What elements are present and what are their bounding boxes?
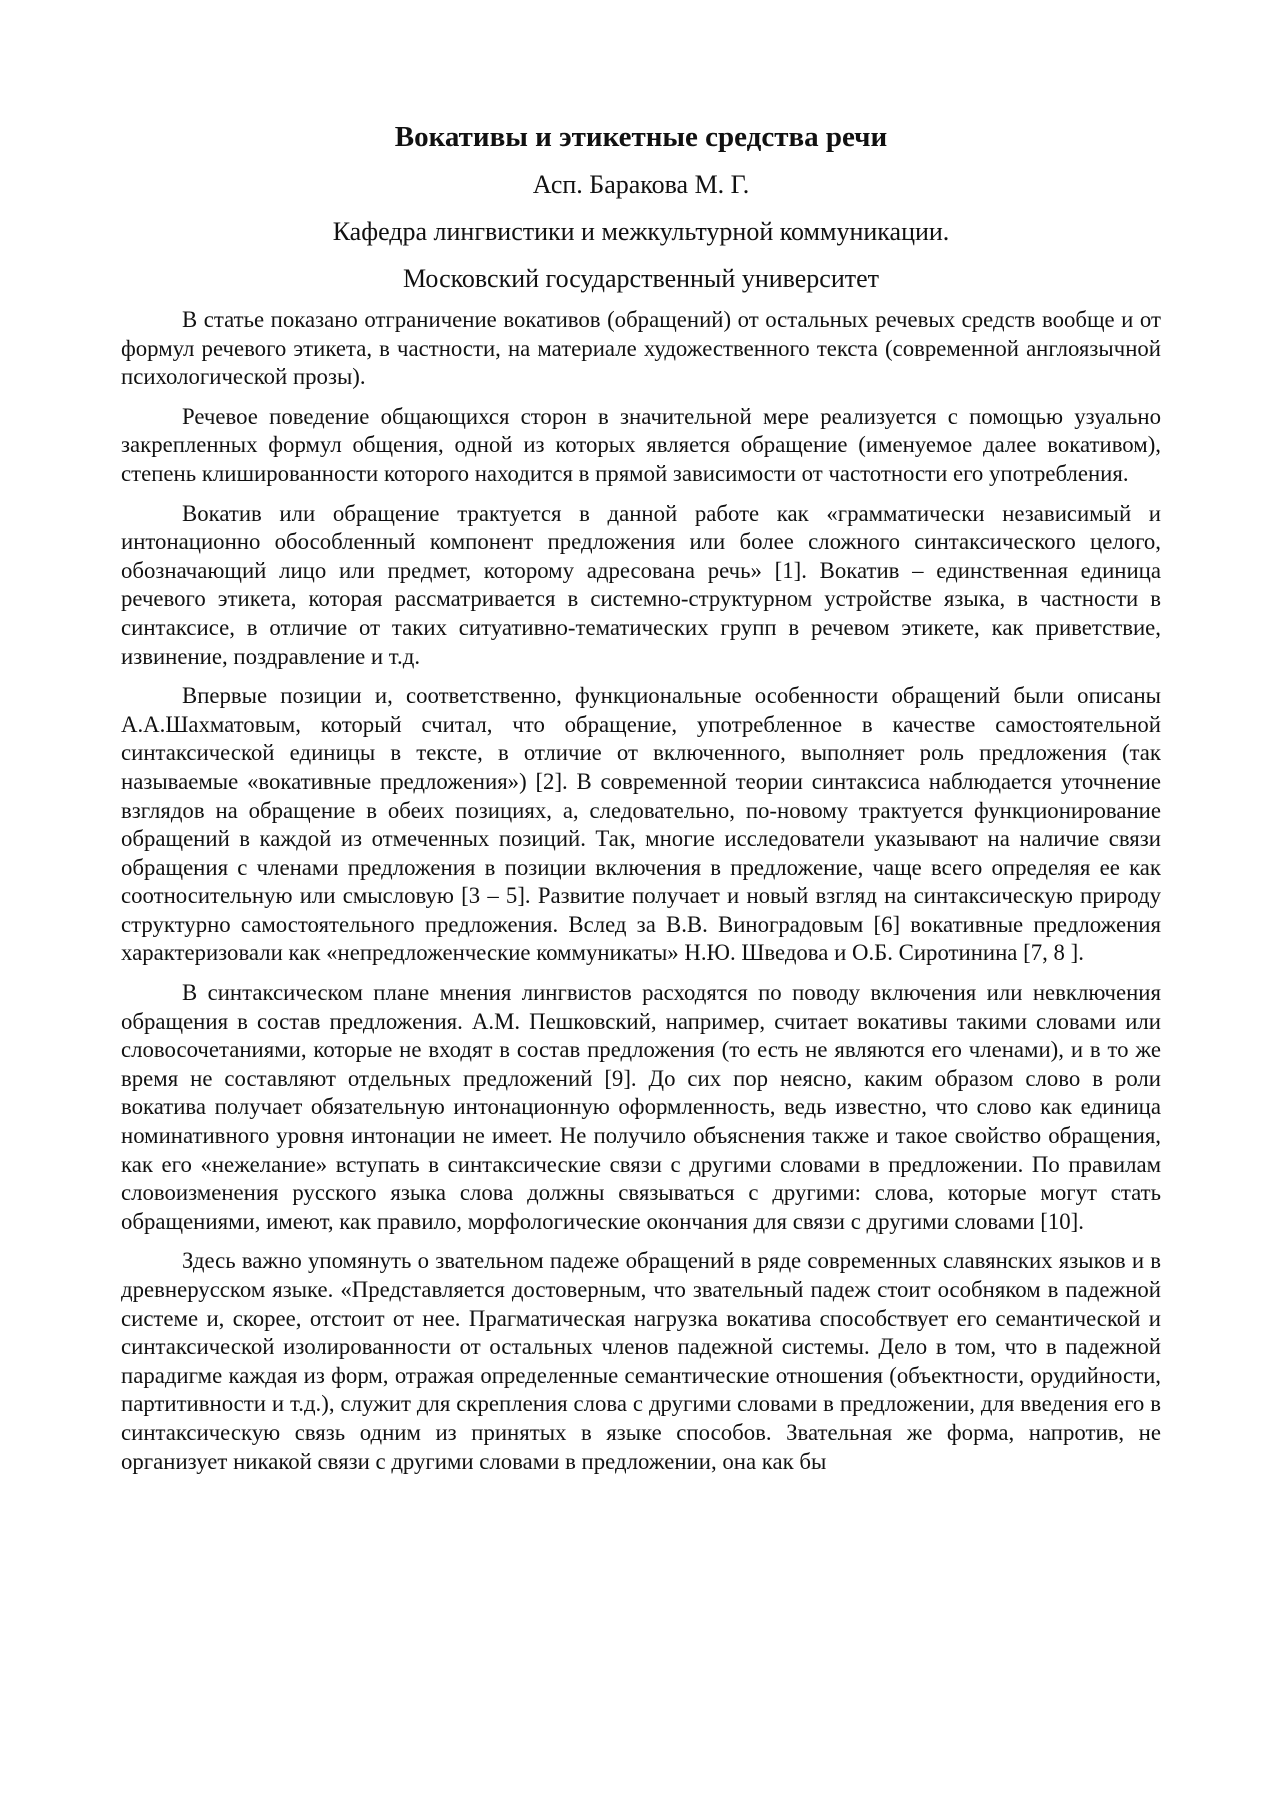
paragraph: Здесь важно упомянуть о звательном падеже обращений в ряде современных славянских языков и в древнерусском языке. «Представляется достоверным, что звательный падеж стоит особняком в падежной системе и, скорее, отстоит от нее. Прагматическая нагрузка вокатива способствует его семантической и синтаксической изолированности от остальных членов падежной системы. Дело в том, что в падежной парадигме каждая из форм, отражая определенные семантические отношения (объектности, орудийности, партитивности и т.д.), служит для скрепления слова с другими словами в предложении, для введения его в синтаксическую связь одним из принятых в языке способов. Звательная же форма, напротив, не организует никакой связи с другими словами в предложении, она как бы (121, 1248, 1161, 1474)
paragraph: В синтаксическом плане мнения лингвистов расходятся по поводу включения или невключения обращения в состав предложения. А.М. Пешковский, например, считает вокативы такими словами или словосочетаниями, которые не входят в состав предложения (то есть не являются его членами), и в то же время не составляют отдельных предложений [9]. До сих пор неясно, каким образом слово в роли вокатива получает обязательную интонационную оформленность, ведь известно, что слово как единица номинативного уровня интонации не имеет. Не получило объяснения также и такое свойство обращения, как его «нежелание» вступать в синтаксические связи с другими словами в предложении. По правилам словоизменения русского языка слова должны связываться с другими: слова, которые могут стать обращениями, имеют, как правило, морфологические окончания для связи с другими словами [10]. (121, 980, 1161, 1234)
paragraph-abstract: В статье показано отграничение вокативов (обращений) от остальных речевых средств вообще и от формул речевого этикета, в частности, на материале художественного текста (современной англоязычной психологической прозы). (121, 307, 1161, 390)
paragraph: Впервые позиции и, соответственно, функциональные особенности обращений были описаны А.А.Шахматовым, который считал, что обращение, употребленное в качестве самостоятельной синтаксической единицы в тексте, в отличие от включенного, выполняет роль предложения (так называемые «вокативные предложения») [2]. В современной теории синтаксиса наблюдается уточнение взглядов на обращение в обеих позициях, а, следовательно, по-новому трактуется функционирование обращений в каждой из отмеченных позиций. Так, многие исследователи указывают на наличие связи обращения с членами предложения в позиции включения в предложение, чаще всего определяя ее как соотносительную или смысловую [3 – 5]. Развитие получает и новый взгляд на синтаксическую природу структурно самостоятельного предложения. Вслед за В.В. Виноградовым [6] вокативные предложения характеризовали как «непредложенческие коммуникаты» Н.Ю. Шведова и О.Б. Сиротинина [7, 8 ]. (121, 683, 1161, 966)
author-line: Асп. Баракова М. Г. (532, 170, 750, 199)
university-line: Московский государственный университет (402, 264, 880, 293)
paragraph: Речевое поведение общающихся сторон в значительной мере реализуется с помощью узуально закрепленных формул общения, одной из которых является обращение (именуемое далее вокативом), степень клишированности которого находится в прямой зависимости от частотности его употребления. (121, 403, 1161, 486)
article-title: Вокативы и этикетные средства речи (394, 121, 888, 153)
paragraph: Вокатив или обращение трактуется в данной работе как «грамматически независимый и интонационно обособленный компонент предложения или более сложного синтаксического целого, обозначающий лицо или предмет, которому адресована речь» [1]. Вокатив – единственная единица речевого этикета, которая рассматривается в системно-структурном устройстве языка, в частности в синтаксисе, в отличие от таких ситуативно-тематических групп в речевом этикете, как приветствие, извинение, поздравление и т.д. (121, 500, 1161, 669)
department-line: Кафедра лингвистики и межкультурной коммуникации. (332, 217, 950, 246)
document-page (121, 118, 1161, 1487)
